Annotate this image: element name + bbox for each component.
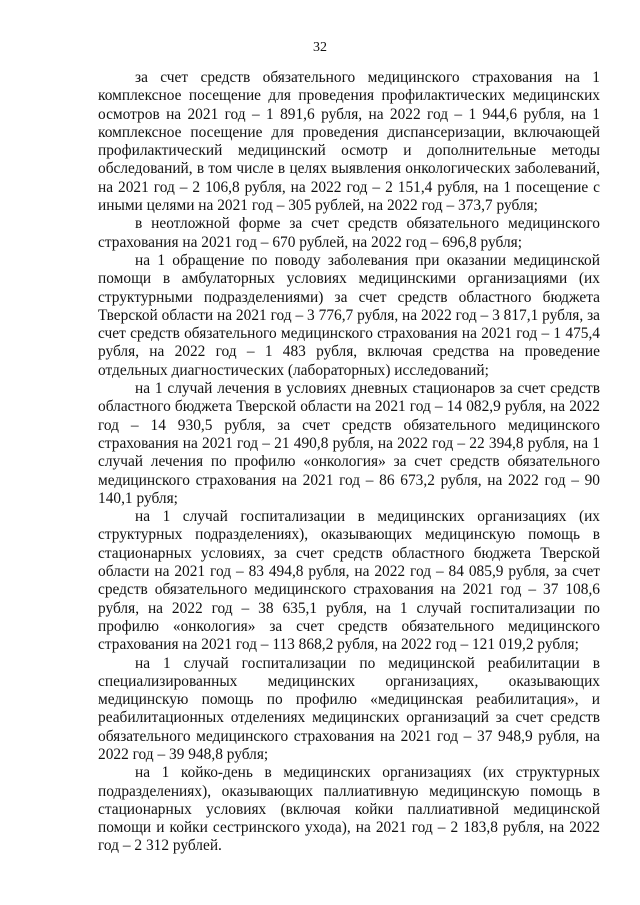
document-body: [98, 69, 600, 856]
paragraph-outpatient-appeal: на 1 обращение по поводу заболевания при оказании медицинской помощи в амбулаторных условиях медицинскими организациями (их структурными подразделениями) за счет средств областного бюджета Тверской области на 2021 год – 3 776,7 рубля, на 2022 год – 3 817,1 рубля, за счет средств обязательного медицинского страхования на 2021 год – 1 475,4 рубля, на 2022 год – 1 483 рубля, включая средства на проведение отдельных диагностических (лабораторных) исследований;: [98, 251, 600, 379]
paragraph-urgent-care: в неотложной форме за счет средств обязательного медицинского страхования на 2021 год – 670 рублей, на 2022 год – 696,8 рубля;: [98, 215, 600, 251]
paragraph-day-hospital: на 1 случай лечения в условиях дневных стационаров за счет средств областного бюджета Тверской области на 2021 год – 14 082,9 рубля, на 2022 год – 14 930,5 рубля, за счет средств обязательного медицинского страхования на 2021 год – 21 490,8 рубля, на 2022 год – 22 394,8 рубля, на 1 случай лечения по профилю «онкология» за счет средств обязательного медицинского страхования на 2021 год – 86 673,2 рубля, на 2022 год – 90 140,1 рубля;: [98, 380, 600, 507]
page-number: 32: [313, 40, 327, 55]
paragraph-rehabilitation: на 1 случай госпитализации по медицинской реабилитации в специализированных медицинских организациях, оказывающих медицинскую помощь по профилю «медицинская реабилитация», и реабилитационных отделениях медицинских организаций за счет средств обязательного медицинского страхования на 2021 год – 37 948,9 рубля, на 2022 год – 39 948,8 рубля;: [98, 654, 600, 763]
paragraph-hospitalization: на 1 случай госпитализации в медицинских организациях (их структурных подразделениях), оказывающих медицинскую помощь в стационарных условиях, за счет средств областного бюджета Тверской области на 2021 год – 83 494,8 рубля, на 2022 год – 84 085,9 рубля, за счет средств обязательного медицинского страхования на 2021 год – 37 108,6 рубля, на 2022 год – 38 635,1 рубля, на 1 случай госпитализации по профилю «онкология» за счет средств обязательного медицинского страхования на 2021 год – 113 868,2 рубля, на 2022 год – 121 019,2 рубля;: [98, 508, 600, 654]
paragraph-palliative-bed-day: на 1 койко-день в медицинских организациях (их структурных подразделениях), оказывающих паллиативную медицинскую помощь в стационарных условиях (включая койки паллиативной медицинской помощи и койки сестринского ухода), на 2021 год – 2 183,8 рубля, на 2022 год – 2 312 рублей.: [98, 764, 600, 855]
paragraph-preventive-visits: за счет средств обязательного медицинского страхования на 1 комплексное посещение для проведения профилактических медицинских осмотров на 2021 год – 1 891,6 рубля, на 2022 год – 1 944,6 рубля, на 1 комплексное посещение для проведения диспансеризации, включающей профилактический медицинский осмотр и дополнительные методы обследований, в том числе в целях выявления онкологических заболеваний, на 2021 год – 2 106,8 рубля, на 2022 год – 2 151,4 рубля, на 1 посещение с иными целями на 2021 год – 305 рублей, на 2022 год – 373,7 рубля;: [98, 69, 600, 215]
